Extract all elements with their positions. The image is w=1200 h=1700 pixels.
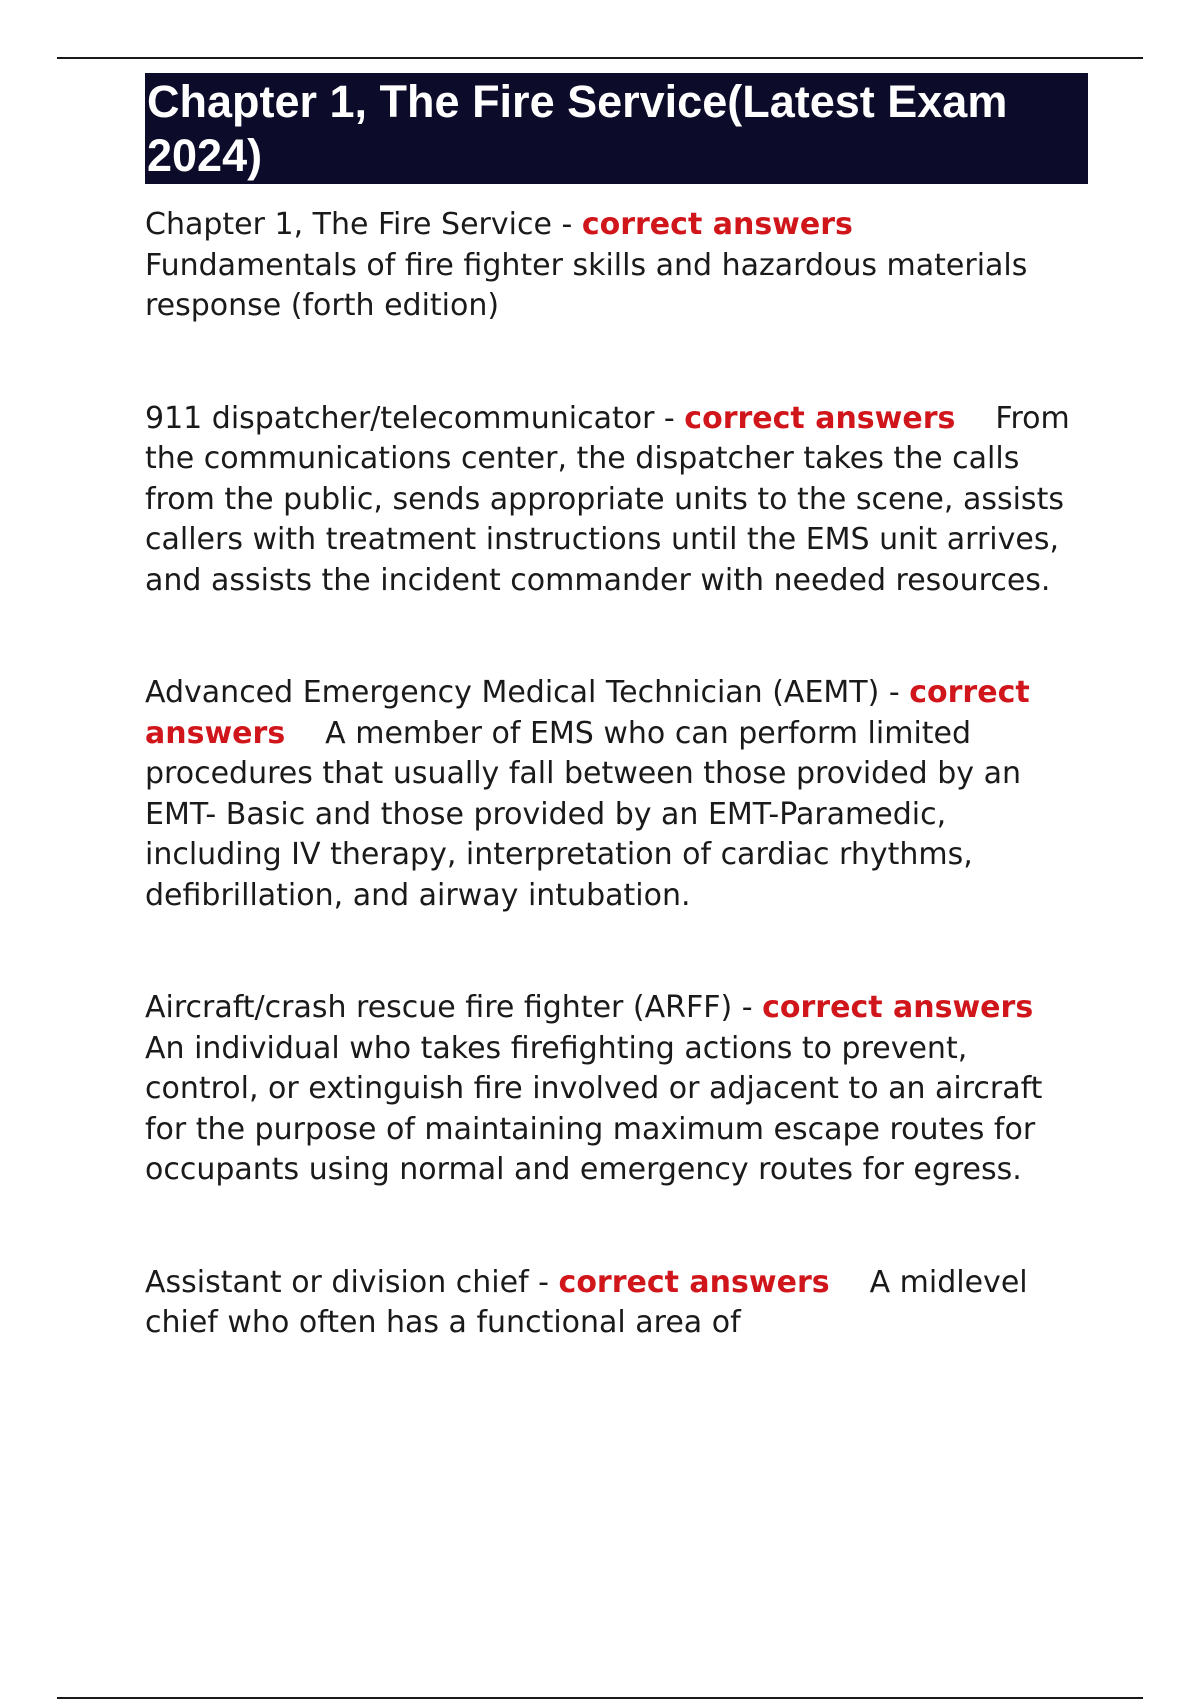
entry-term: Chapter 1, The Fire Service - <box>145 207 582 242</box>
bottom-rule <box>57 1697 1143 1699</box>
entry-definition: An individual who takes firefighting actions to prevent, control, or extinguish fire involved or adjacent to an aircraft for the purpose of maintaining maximum escape routes for occupants using normal and emergency routes for egress. <box>145 1030 1043 1187</box>
entry-term: Assistant or division chief - <box>145 1264 559 1300</box>
entry-term: Advanced Emergency Medical Technician (AEMT) - <box>145 675 910 710</box>
answer-label: correct answers <box>684 400 956 436</box>
entry-2 <box>145 399 1090 602</box>
answer-label: correct answers <box>145 675 1030 751</box>
answer-label: correct answers <box>581 207 853 242</box>
entry-term: Aircraft/crash rescue fire fighter (ARFF) - <box>145 990 763 1025</box>
entry-definition: From the communications center, the dispatcher takes the calls from the public, sends appropriate units to the scene, assists callers with treatment instructions until the EMS unit arrives, and assists the incident commander with needed resources. <box>145 400 1070 598</box>
top-rule <box>57 57 1143 59</box>
entry-definition: A member of EMS who can perform limited procedures that usually fall between those provided by an EMT- Basic and those provided by an EMT-Paramedic, including IV therapy, interpretation of cardiac rhythms, defibrillation, and airway intubation. <box>145 715 1021 913</box>
entry-term: 911 dispatcher/telecommunicator - <box>145 400 685 436</box>
entry-3 <box>145 673 1090 916</box>
page-title: Chapter 1, The Fire Service(Latest Exam 2024) <box>147 76 1008 181</box>
entry-1 <box>145 205 1090 327</box>
title-bar <box>145 73 1088 184</box>
entry-4 <box>145 988 1090 1191</box>
entry-definition: Fundamentals of fire fighter skills and hazardous materials response (forth edition) <box>145 247 1028 323</box>
answer-label: correct answers <box>762 990 1034 1025</box>
entry-5 <box>145 1263 1090 1344</box>
entry-definition: A midlevel chief who often has a functional area of <box>145 1264 1028 1340</box>
flashcard-list <box>145 205 1090 1416</box>
answer-label: correct answers <box>558 1264 830 1300</box>
